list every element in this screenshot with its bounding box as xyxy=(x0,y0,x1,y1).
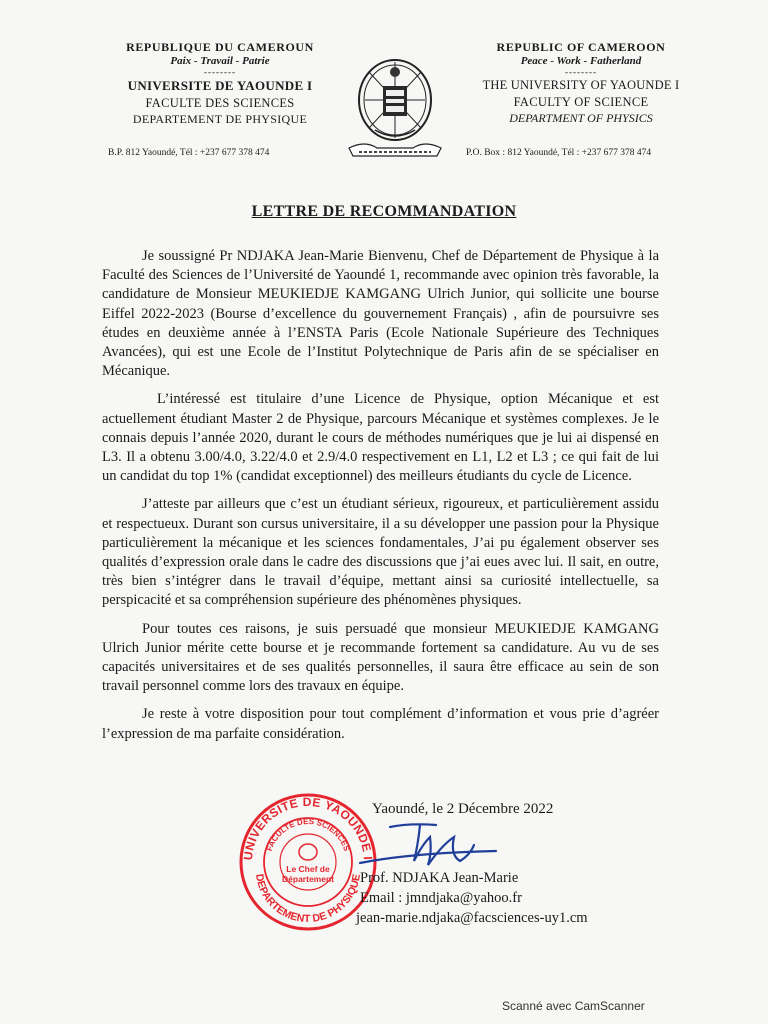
letterhead-french xyxy=(100,40,340,127)
signatory-name: Prof. NDJAKA Jean-Marie xyxy=(360,870,519,886)
signatory-email-1: Email : jmndjaka@yahoo.fr xyxy=(360,890,522,906)
svg-text:FACULTE DES SCIENCES xyxy=(265,817,352,853)
department-name-fr: DEPARTEMENT DE PHYSIQUE xyxy=(132,112,308,127)
university-crest-icon xyxy=(345,52,445,164)
motto-fr: Paix - Travail - Patrie xyxy=(170,54,270,67)
contact-line-fr: B.P. 812 Yaoundé, Tél : +237 677 378 474 xyxy=(108,148,270,158)
stamp-center-line2: Département xyxy=(282,874,334,884)
signature-date: Yaoundé, le 2 Décembre 2022 xyxy=(372,801,554,817)
stamp-outer-bottom-text: DEPARTEMENT DE PHYSIQUE xyxy=(253,873,363,926)
university-name-en: THE UNIVERSITY OF YAOUNDE I xyxy=(482,77,680,92)
faculty-name-fr: FACULTE DES SCIENCES xyxy=(145,95,295,110)
paragraph-character: J’atteste par ailleurs que c’est un étudiant sérieux, rigoureux, et particulièrement assidu et respectueux. Durant son cursus universitaire, il a su développer une passion pour la Physique particulièrement la mécanique et les sciences fondamentales, J’ai pu également observer ses qualités d’expression orale dans le cadre des discussions que j’ai eues avec lui. Il sait, en outre, très bien s’intégrer dans le travail d’équipe, mettant ainsi sa curiosité intellectuelle, sa perspicacité et sa compréhension supérieure des phénomènes physiques. xyxy=(102,496,659,609)
paragraph-qualifications: L’intéressé est titulaire d’une Licence de Physique, option Mécanique et est actuellement étudiant Master 2 de Physique, parcours Mécanique et systèmes complexes. Je le connais depuis l’année 2020, durant le cours de méthodes numériques que je lui ai dispensé en L3. Il a obtenu 3.00/4.0, 3.22/4.0 et 2.9/4.0 respectivement en L1, L2 et L3 ; ce qui fait de lui un candidat du top 1% (candidat exceptionnel) des meilleurs étudiants du cycle de Licence. xyxy=(102,391,659,485)
signatory-email-2: jean-marie.ndjaka@facsciences-uy1.cm xyxy=(356,910,588,926)
university-name-fr: UNIVERSITE DE YAOUNDE I xyxy=(127,77,313,93)
contact-line-en: P.O. Box : 812 Yaoundé, Tél : +237 677 378 474 xyxy=(466,148,652,158)
paragraph-closing: Je reste à votre disposition pour tout complément d’information et vous prie d’agréer l’expression de ma parfaite considération. xyxy=(102,706,659,742)
letter-title: LETTRE DE RECOMMANDATION xyxy=(251,203,517,220)
country-name-fr: REPUBLIQUE DU CAMEROUN xyxy=(126,40,314,54)
motto-en: Peace - Work - Fatherland xyxy=(520,54,642,67)
stamp-inner-top-text: FACULTE DES SCIENCES xyxy=(264,816,352,853)
stamp-outer-top-text: UNIVERSITE DE YAOUNDE I xyxy=(240,794,375,861)
faculty-name-en: FACULTY OF SCIENCE xyxy=(513,95,649,109)
paragraph-recommendation: Pour toutes ces raisons, je suis persuadé que monsieur MEUKIEDJE KAMGANG Ulrich Junior mérite cette bourse et je recommande fortement sa candidature. Au vu de ses capacités universitaires et de ses qualités personnelles, il saura être efficace au sein de son travail personnel comme lors des travaux en équipe. xyxy=(102,620,659,695)
letter-body xyxy=(102,247,659,753)
scanner-watermark: Scanné avec CamScanner xyxy=(502,999,645,1013)
divider-dash-fr: -------- xyxy=(204,66,236,77)
department-name-en: DEPARTMENT OF PHYSICS xyxy=(509,110,653,125)
stamp-center-line1: Le Chef de xyxy=(286,864,330,874)
letterhead-english xyxy=(458,40,704,125)
divider-dash-en: -------- xyxy=(565,66,597,77)
country-name-en: REPUBLIC OF CAMEROON xyxy=(496,40,666,54)
paragraph-introduction: Je soussigné Pr NDJAKA Jean-Marie Bienvenu, Chef de Département de Physique à la Faculté des Sciences de l’Université de Yaoundé 1, recommande avec opinion très favorable, la candidature de Monsieur MEUKIEDJE KAMGANG Ulrich Junior, qui sollicite une bourse Eiffel 2022-2023 (Bourse d’excellence du gouvernement Français) , afin de poursuivre ses études en deuxième année à l’ENSTA Paris (Ecole Nationale Supérieure des Techniques Avancées), qui est une Ecole de l’Institut Polytechnique de Paris afin de se spécialiser en Mécanique. xyxy=(102,248,659,380)
